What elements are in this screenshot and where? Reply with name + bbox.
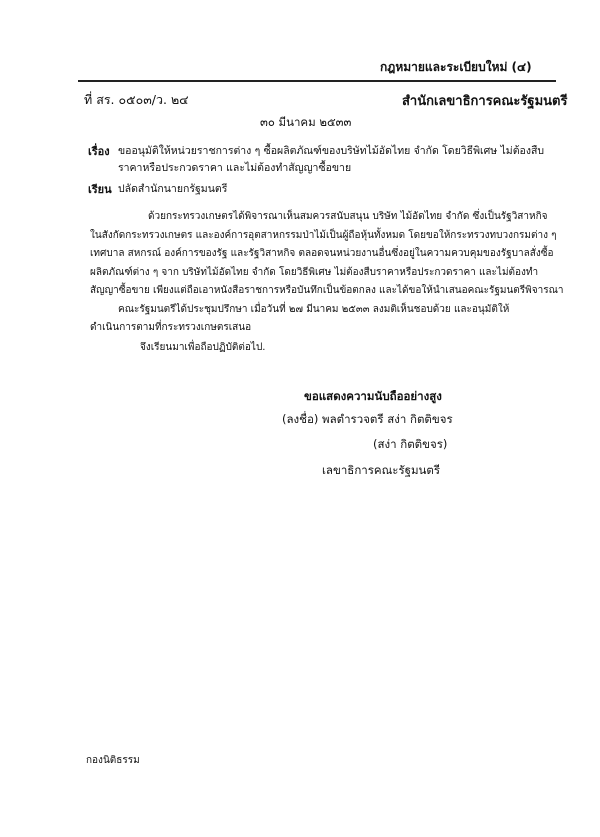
- closing-salutation: ขอแสดงความนับถืออย่างสูง: [304, 389, 442, 403]
- header-title: กฎหมายและระเบียบใหม่ (๔): [380, 60, 532, 74]
- body-line: จึงเรียนมาเพื่อถือปฏิบัติต่อไป.: [140, 342, 266, 353]
- body-line: เทศบาล สหกรณ์ องค์การของรัฐ และรัฐวิสาหกิจ ตลอดจนหน่วยงานอื่นซึ่งอยู่ในความควบคุมของรัฐบาลสั่งซื้อ: [90, 248, 554, 259]
- issuing-office: สำนักเลขาธิการคณะรัฐมนตรี: [402, 94, 568, 109]
- recipient-label: เรียน: [88, 183, 112, 196]
- subject-label: เรื่อง: [88, 145, 110, 158]
- signatory-name: (สง่า กิตติขจร): [373, 437, 448, 451]
- body-line: ด้วยกระทรวงเกษตรได้พิจารณาเห็นสมควรสนับสนุน บริษัท ไม้อัดไทย จำกัด ซึ่งเป็นรัฐวิสาหกิจ: [148, 211, 548, 222]
- footer-unit: กองนิติธรรม: [86, 755, 140, 766]
- subject-line-1: ขออนุมัติให้หน่วยราชการต่าง ๆ ซื้อผลิตภัณฑ์ของบริษัทไม้อัดไทย จำกัด โดยวิธีพิเศษ ไม่ต้องสืบ: [118, 145, 545, 157]
- document-date: ๓๐ มีนาคม ๒๕๓๓: [260, 115, 352, 129]
- signatory-position: เลขาธิการคณะรัฐมนตรี: [322, 463, 441, 477]
- signatory-line: (ลงชื่อ) พลตำรวจตรี สง่า กิตติขจร: [282, 412, 453, 426]
- body-line: คณะรัฐมนตรีได้ประชุมปรึกษา เมื่อวันที่ ๒๗ มีนาคม ๒๕๓๓ ลงมติเห็นชอบด้วย และอนุมัติให้: [118, 304, 510, 315]
- body-line: สัญญาซื้อขาย เพียงแต่ถือเอาหนังสือราชการหรือบันทึกเป็นข้อตกลง และได้ขอให้นำเสนอคณะรัฐมนตรีพิจารณา: [90, 285, 564, 296]
- body-line: ดำเนินการตามที่กระทรวงเกษตรเสนอ: [90, 322, 252, 333]
- reference-number: ที่ สร. ๐๕๐๓/ว. ๒๔: [84, 92, 189, 107]
- body-line: ผลิตภัณฑ์ต่าง ๆ จาก บริษัทไม้อัดไทย จำกัด โดยวิธีพิเศษ ไม่ต้องสืบราคาหรือประกวดราคา และไม่ต้องทำ: [90, 267, 539, 278]
- recipient-value: ปลัดสำนักนายกรัฐมนตรี: [118, 183, 228, 195]
- body-line: ในสังกัดกระทรวงเกษตร และองค์การอุตสาหกรรมป่าไม้เป็นผู้ถือหุ้นทั้งหมด โดยขอให้กระทรวงทบวงกรมต่าง ๆ: [90, 230, 557, 241]
- header-rule: [78, 80, 556, 82]
- subject-line-2: ราคาหรือประกวดราคา และไม่ต้องทำสัญญาซื้อขาย: [118, 162, 352, 174]
